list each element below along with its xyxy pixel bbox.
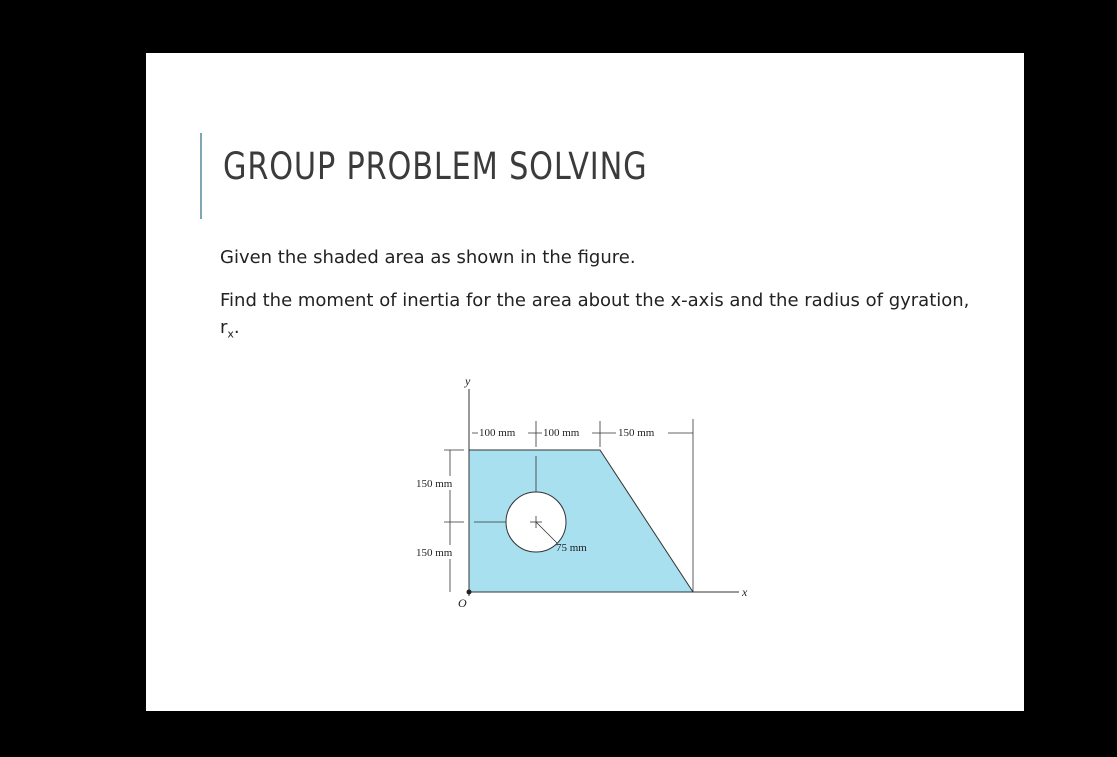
origin-dot xyxy=(467,590,472,595)
x-axis-label: x xyxy=(742,585,748,599)
problem-statement-1: Given the shaded area as shown in the figure. xyxy=(220,247,636,268)
subscript-x: x xyxy=(227,327,234,341)
slide xyxy=(146,53,1024,711)
y-axis-label: y xyxy=(465,374,471,388)
dim-left-150-lower: 150 mm xyxy=(416,547,453,559)
dim-left-150-upper: 150 mm xyxy=(416,478,453,490)
dim-top-100-a: 100 mm xyxy=(479,427,516,439)
shaded-area-figure xyxy=(396,371,776,626)
slide-title: GROUP PROBLEM SOLVING xyxy=(223,145,648,188)
radius-label: 75 mm xyxy=(556,542,587,554)
problem-statement-2-text: Find the moment of inertia for the area about the x-axis and the radius of gyration, r xyxy=(220,290,970,338)
title-accent-bar xyxy=(200,133,202,219)
problem-statement-2 xyxy=(220,287,980,348)
origin-label: O xyxy=(458,596,467,610)
dim-top-100-b: 100 mm xyxy=(543,427,580,439)
statement-period: . xyxy=(233,317,240,338)
dim-top-150: 150 mm xyxy=(618,427,655,439)
shaded-region xyxy=(469,450,693,592)
